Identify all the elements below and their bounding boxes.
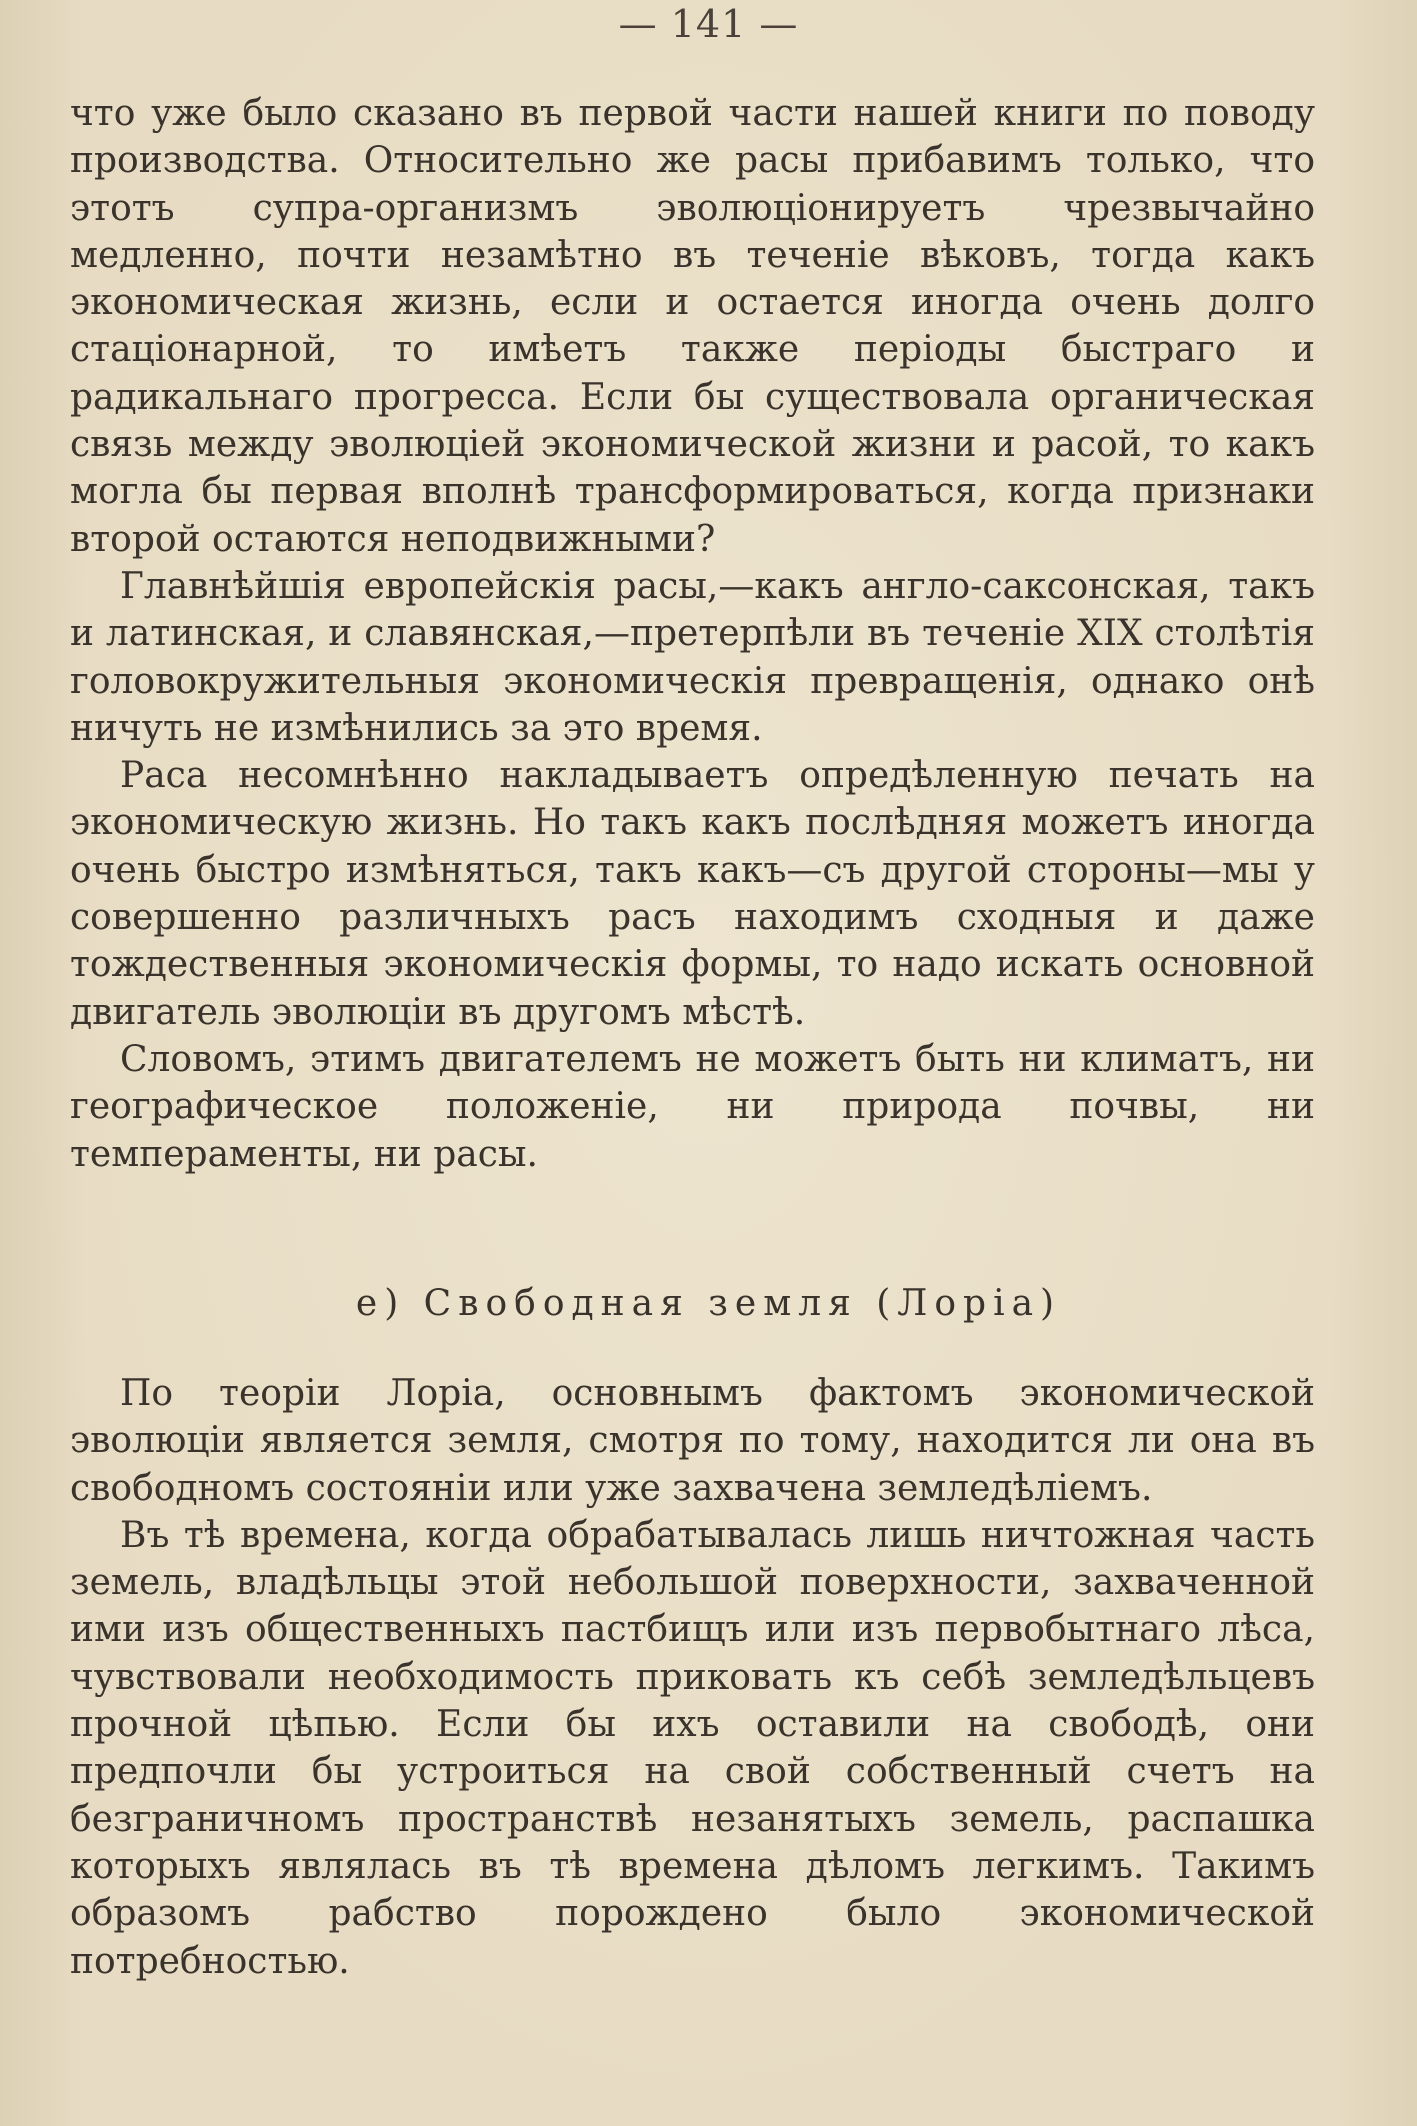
paragraph: Словомъ, этимъ двигателемъ не можетъ быть ни климатъ, ни географическое положеніе, ни природа почвы, ни темпераменты, ни расы. [70,1038,1315,1175]
paragraph: Главнѣйшія европейскія расы,—какъ англо-саксонская, такъ и латинская, и славянская,—претерпѣли въ теченіе XIX столѣтія головокружительныя экономическія превращенія, однако онѣ ничуть не измѣнились за это время. [70,565,1315,749]
section-two-text [70,1370,1315,1985]
section-one-text [70,90,1315,1178]
page-number: — 141 — [618,2,799,46]
paragraph: Раса несомнѣнно накладываетъ опредѣленную печать на экономическую жизнь. Но такъ какъ послѣдняя можетъ иногда очень быстро измѣняться, такъ какъ—съ другой стороны—мы у совершенно различныхъ расъ находимъ сходныя и даже тождественныя экономическія формы, то надо искать основной двигатель эволюціи въ другомъ мѣстѣ. [70,755,1315,1033]
paragraph: По теоріи Лоріа, основнымъ фактомъ экономической эволюціи является земля, смотря по тому, находится ли она въ свободномъ состояніи или уже захвачена земледѣліемъ. [70,1373,1315,1509]
section-heading: е) Свободная земля (Лоріа) [355,1283,1062,1324]
paragraph: Въ тѣ времена, когда обрабатывалась лишь ничтожная часть земель, владѣльцы этой небольшой поверхности, захваченной ими изъ общественныхъ пастбищъ или изъ первобытнаго лѣса, чувствовали необходимость приковать къ себѣ земледѣльцевъ прочной цѣпью. Если бы ихъ оставили на свободѣ, они предпочли бы устроиться на свой собственный счетъ на безграничномъ пространствѣ незанятыхъ земель, распашка которыхъ являлась въ тѣ времена дѣломъ легкимъ. Такимъ образомъ рабство порождено было экономической потребностью. [70,1514,1315,1982]
paragraph: что уже было сказано въ первой части нашей книги по поводу производства. Относительно же расы прибавимъ только, что этотъ супра-организмъ эволюціонируетъ чрезвычайно медленно, почти незамѣтно въ теченіе вѣковъ, тогда какъ экономическая жизнь, если и остается иногда очень долго стаціонарной, то имѣетъ также періоды быстраго и радикальнаго прогресса. Если бы существовала органическая связь между эволюцiей экономической жизни и расой, то какъ могла бы первая вполнѣ трансформироваться, когда признаки второй остаются неподвижными? [70,93,1315,560]
